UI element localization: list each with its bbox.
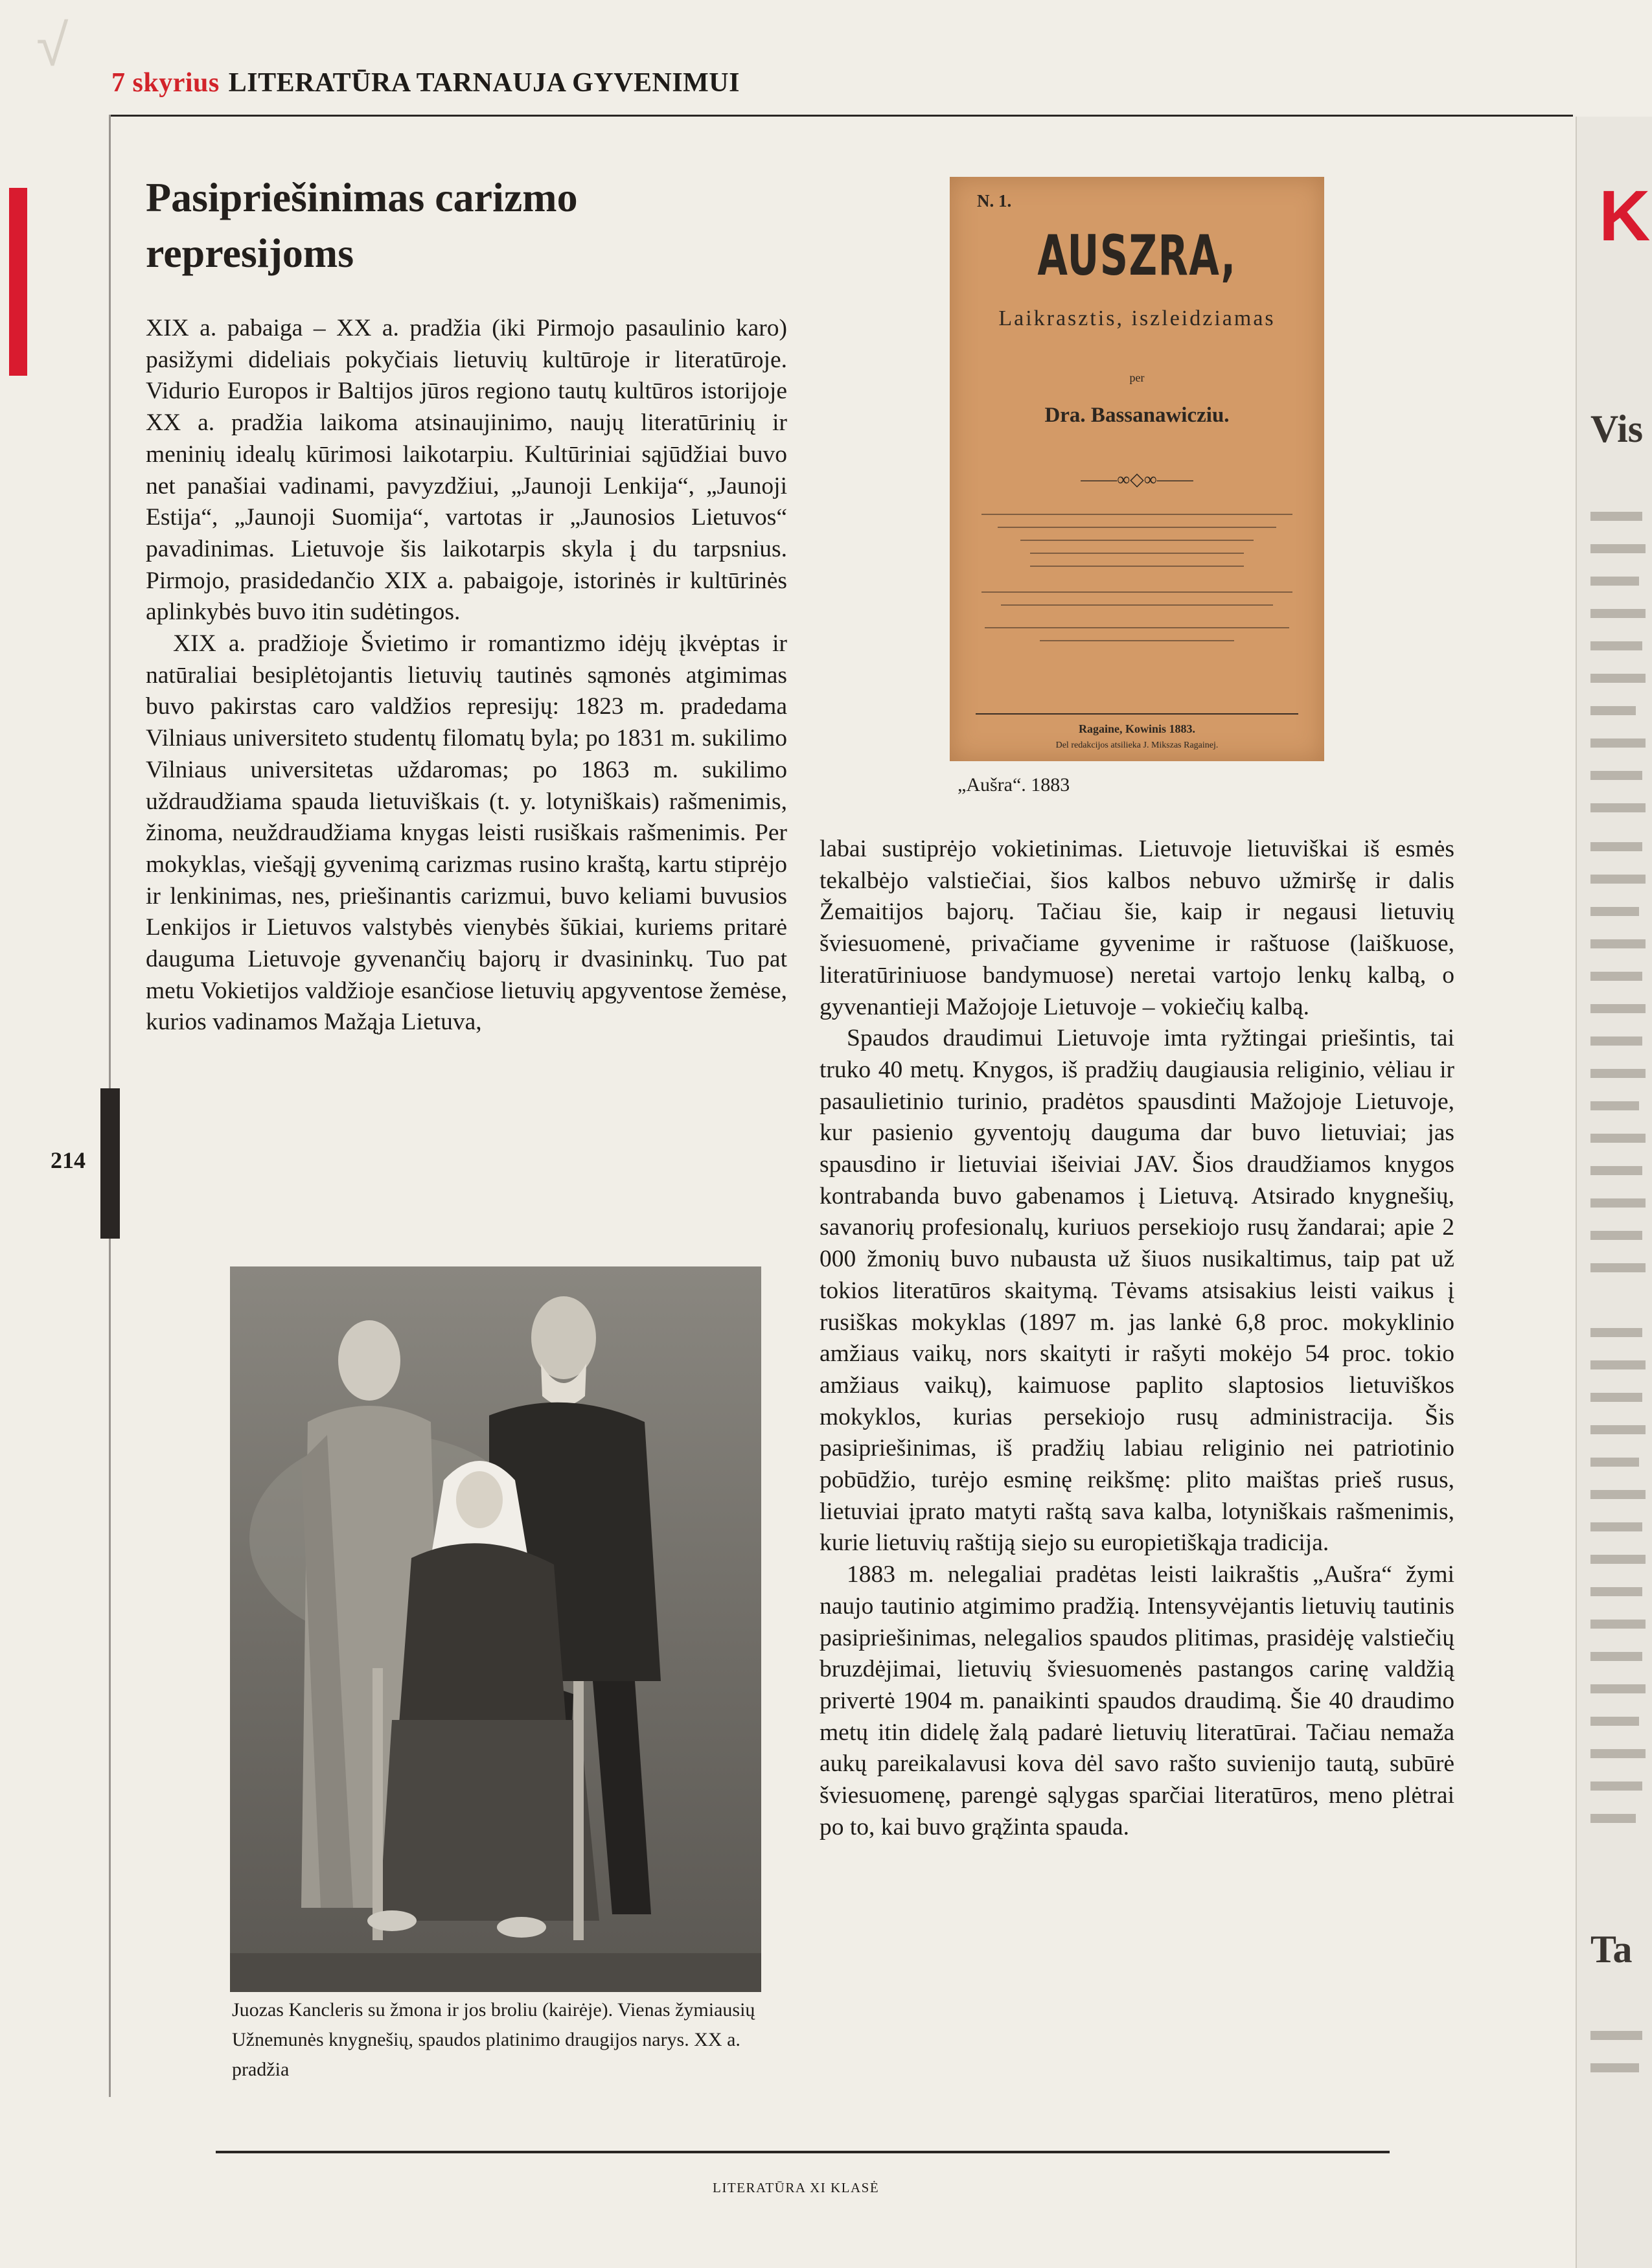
facsimile-rule (976, 713, 1298, 715)
facing-page-text-line (1590, 1101, 1639, 1110)
facing-page-heading: Vis (1590, 407, 1644, 450)
facsimile-ornament: ——∞◇∞—— (1081, 470, 1193, 490)
running-header (111, 67, 740, 98)
facsimile-per: per (1129, 371, 1145, 384)
chapter-label: 7 skyrius (111, 68, 220, 98)
facing-page-text-line (1590, 1490, 1646, 1499)
paragraph: labai sustiprėjo vokietinimas. Lietuvoje lietuviškai iš esmės tekalbėjo valstiečiai, šios kalbos nebuvo užmiršę ir dalis Žemaitijos bajorų. Tačiau šie, kaip ir negausi lietuvių šviesuomenė, privačiame gyvenime ir raštuose (laiškuose, literatūriniuose bandymuose) neretai vartojo lenkų kalbą, o gyvenantieji Mažojoje Lietuvoje – vokiečių kalbą. (820, 836, 1454, 1020)
paragraph: Spaudos draudimui Lietuvoje imta ryžtingai priešintis, tai truko 40 metų. Knygos, iš pradžių daugiausia religinio, vėliau ir pasaulietinio turinio, pradėtos spausdinti Mažojoje Lietuvoje, kur pasienio gyventojų dauguma dar buvo lietuviai; jas spausdino ir lietuviai išeiviai JAV. Šios draudžiamos knygos kontrabanda buvo gabenamos į Lietuvą. Atsirado knygnešių, savanorių profesionalų, kuriuos persekiojo rusų žandarai; apie 2 000 žmonių buvo nubausta už šiuos nusikaltimus, taip pat už tokios literatūros skaitymą. Tėvams atsisakius leisti vaikus į rusiškas mokyklas (1897 m. jas lankė 6,8 proc. mokyklinio amžiaus vaikų, nors skaityti ir rašyti mokėjo 54 proc. tokio amžiaus vaikų), kaimuose paplito slaptosios lietuviškos mokyklos, kurias persekiojo rusų administracija. Šis pasipriešinimas, iš pradžių labiau religinio nei patriotinio pobūdžio, turėjo esminę reikšmę: plito maištas prieš rusus, lietuviai įprato matyti raštą sava kalba, lotyniškais rašmenimis, kurie lietuvių raštiją siejo su europietiškąja tradicija. (820, 1025, 1454, 1557)
photo-illustration (230, 1266, 761, 1992)
paragraph: XIX a. pabaiga – XX a. pradžia (iki Pirmojo pasaulinio karo) pasižymi dideliais pokyčiais lietuvių kultūroje ir literatūroje. Vidurio Europos ir Baltijos jūros regiono tautų kultūros istorijoje XX a. pradžia laikoma atsinaujinimo, naujų literatūrinių ir meninių idealų kūrimosi laikotarpiu. Kultūriniai sąjūdžiai buvo net panašiai vadinami, pavyzdžiui, „Jaunoji Lenkija“, „Jaunoji Estija“, „Jaunoji Suomija“, vartotas ir „Jaunosios Lietuvos“ pavadinimas. Lietuvoje šis laikotarpis skyla į du tarpsnius. Pirmojo, prasidedančio XIX a. pabaigoje, istorinės ir kultūrinės aplinkybės buvo itin sudėtingos. (146, 315, 787, 626)
facing-page-text-line (1590, 1522, 1642, 1531)
chapter-color-tab (9, 188, 27, 376)
facing-page-text-line (1590, 803, 1646, 812)
page-number-tab (100, 1088, 120, 1239)
facing-page-text-line (1590, 1717, 1639, 1726)
chapter-title: LITERATŪRA TARNAUJA GYVENIMUI (228, 68, 740, 98)
facing-page-text-line (1590, 939, 1646, 948)
facing-page-text-line (1590, 842, 1642, 851)
footer-rule (216, 2151, 1390, 2153)
facsimile-fine-print (1040, 640, 1234, 641)
header-rule (109, 115, 1573, 117)
facing-page-text-line (1590, 641, 1642, 650)
ausra-facsimile-image (950, 177, 1324, 761)
facsimile-fine-print (1030, 553, 1244, 554)
facing-page-text-line (1590, 706, 1636, 715)
facing-page-text-line (1590, 512, 1642, 521)
facsimile-fine-print (998, 527, 1276, 528)
facing-page-text-line (1590, 1166, 1642, 1175)
facsimile-footer: Del redakcijos atsilieka J. Mikszas Ragainej. (1055, 740, 1219, 750)
facing-page-text-line (1590, 907, 1639, 916)
facing-page-text-line (1590, 1004, 1646, 1013)
facing-page-text-line (1590, 875, 1646, 884)
facing-page-text-line (1590, 1263, 1646, 1272)
facsimile-subtitle: Laikrasztis, iszleidziamas (998, 306, 1276, 330)
facing-page-text-line (1590, 1425, 1646, 1434)
facsimile-fine-print (1001, 604, 1273, 606)
facing-page-text-line (1590, 674, 1646, 683)
ausra-caption: „Aušra“. 1883 (958, 774, 1070, 796)
facing-page-text-line (1590, 771, 1642, 780)
paragraph: 1883 m. nelegaliai pradėtas leisti laikraštis „Aušra“ žymi naujo tautinio atgimimo pradžią. Intensyvėjantis lietuvių tautinis pasipriešinimas, nelegalios spaudos plitimas, prasidėję valstiečių bruzdėjimai, lietuvių šviesuomenės pastangos carinę valdžią privertė 1904 m. panaikinti spaudos draudimą. Šie 40 draudimo metų itin didelę žalą padarė lietuvių literatūrai. Tačiau nemaža aukų pareikalavusi kova dėl savo rašto suvienijo tautą, subūrė šviesuomenę, parengė sąlygas sparčiai literatūros, meno plėtrai po to, kai buvo grąžinta spauda. (820, 1561, 1454, 1840)
facsimile-title: AUSZRA, (1037, 223, 1237, 288)
left-column-text (146, 313, 787, 1038)
facing-page-text-line (1590, 1555, 1646, 1564)
facing-page-text-line (1590, 1620, 1646, 1629)
facing-page-text-line (1590, 1749, 1646, 1758)
facing-page-text-line (1590, 1037, 1642, 1046)
facing-page-text-line (1590, 1458, 1639, 1467)
facsimile-author: Dra. Bassanawicziu. (1044, 404, 1230, 427)
page-number: 214 (51, 1147, 86, 1173)
facsimile-number: N. 1. (977, 191, 1012, 211)
facing-page-text-line (1590, 1587, 1642, 1596)
running-footer: LITERATŪRA XI KLASĖ (713, 2180, 880, 2195)
facing-page-text-line (1590, 1360, 1646, 1369)
facsimile-fine-print (1030, 566, 1244, 567)
facing-page-text-line (1590, 1069, 1646, 1078)
facing-page-text-line (1590, 609, 1646, 618)
facing-page-text-line (1590, 1393, 1642, 1402)
facing-page-text-line (1590, 972, 1642, 981)
facsimile-fine-print (981, 591, 1292, 593)
facing-page-text-line (1590, 739, 1646, 748)
facing-page-letter: K (1599, 176, 1651, 256)
facsimile-place: Ragaine, Kowinis 1883. (1078, 722, 1196, 735)
facing-page-text-line (1590, 1684, 1646, 1693)
facing-page-text-line (1590, 1652, 1642, 1661)
facing-page-text-line (1590, 1814, 1636, 1823)
facing-page-text-line (1590, 2031, 1642, 2040)
facing-page-text-line (1590, 1781, 1642, 1791)
facing-page-text-line (1590, 2063, 1639, 2072)
facsimile-fine-print (981, 514, 1292, 515)
facing-page-text-line (1590, 544, 1646, 553)
bleed-through-mark: √ (36, 14, 69, 78)
facing-page-text-line (1590, 1134, 1646, 1143)
paragraph: XIX a. pradžioje Švietimo ir romantizmo idėjų įkvėptas ir natūraliai besiplėtojantis lietuvių tautinės sąmonės atgimimas buvo pakirstas caro valdžios represijų: 1823 m. pradedama Vilniaus universiteto studentų filomatų byla; po 1831 m. sukilimo Vilniaus universitetas uždaromas; po 1863 m. sukilimo uždraudžiama spauda lietuviškais (t. y. lotyniškais) rašmenimis, žinoma, neuždraudžiama knygas leisti rusiškais rašmenimis. Per mokyklas, viešąjį gyvenimą carizmas rusino kraštą, kartu stiprėjo ir lenkinimas, nes, priešinantis carizmui, buvo keliami buvusios Lenkijos ir Lietuvos valstybės vienybės šūkiai, kuriems pritarė dauguma Lietuvoje gyvenančių bajorų ir dvasininkų. Tuo pat metu Vokietijos valdžioje esančiose lietuvių apgyventose žemėse, kurios vadinamos Mažąja Lietuva, (146, 630, 787, 1036)
facsimile-fine-print (1020, 540, 1254, 541)
facsimile-fine-print (985, 627, 1289, 628)
photo-caption: Juozas Kancleris su žmona ir jos broliu (kairėje). Vienas žymiausių Užnemunės knygnešių, spaudos platinimo draugijos narys. XX a. pradžia (232, 1999, 755, 2080)
facing-page-text-line (1590, 1328, 1642, 1337)
knygnesys-photograph (230, 1266, 761, 1992)
facing-page-heading: Ta (1590, 1928, 1633, 1971)
facing-page-text-line (1590, 1231, 1642, 1240)
facing-page-text-line (1590, 1198, 1646, 1208)
right-column-text (820, 834, 1454, 1844)
facing-page-text-line (1590, 577, 1639, 586)
section-title: Pasipriešinimas carizmo represijoms (146, 174, 578, 276)
